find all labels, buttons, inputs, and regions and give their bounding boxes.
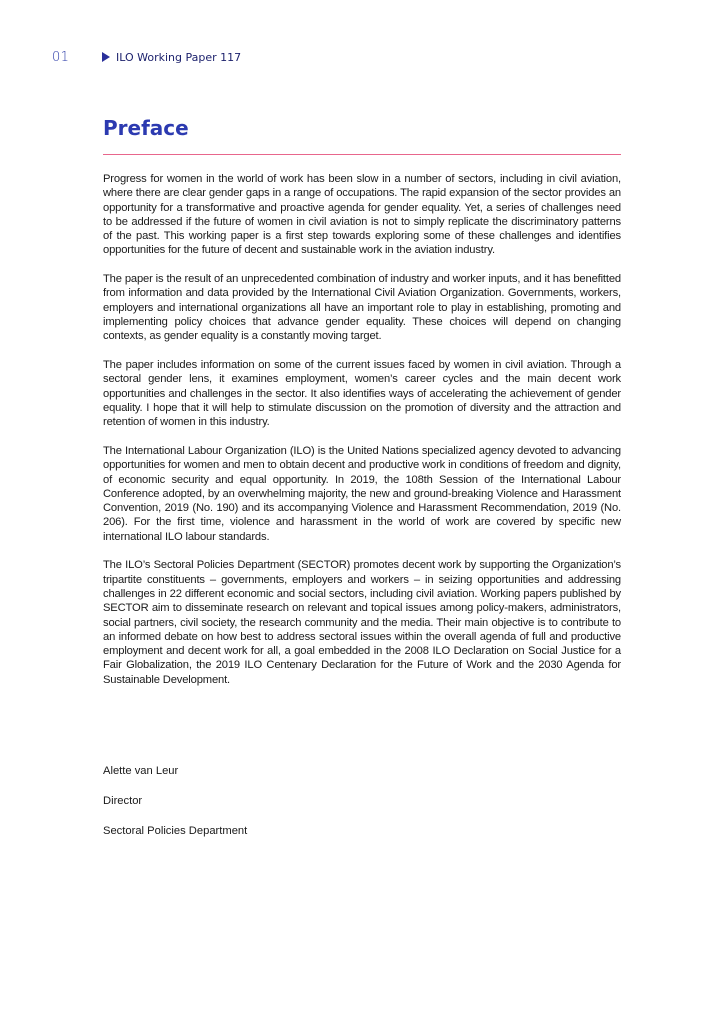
page-number: 01	[52, 49, 70, 65]
page-title: Preface	[103, 116, 189, 140]
signatory-department: Sectoral Policies Department	[103, 825, 248, 837]
paragraph: The International Labour Organization (ILO) is the United Nations specialized agency devoted to advancing opportunities for women and men to obtain decent and productive work in conditions of freedom and dignity, of economic security and equal opportunity. In 2019, the 108th Session of the International Labour Conference adopted, by an overwhelming majority, the new and ground-breaking Violence and Harassment Convention, 2019 (No. 190) and its accompanying Violence and Harassment Recommendation, 2019 (No. 206). For the first time, violence and harassment in the world of work are covered by specific new international ILO labour standards.	[103, 444, 621, 543]
triangle-arrow-icon	[102, 52, 110, 62]
signatory-role: Director	[103, 795, 143, 807]
running-header	[52, 49, 241, 65]
signatory-name: Alette van Leur	[103, 765, 179, 777]
paragraph: Progress for women in the world of work has been slow in a number of sectors, including in civil aviation, where there are clear gender gaps in a range of occupations. The rapid expansion of the sector provides an opportunity for a transformative and proactive agenda for gender equality. Yet, a series of challenges need to be addressed if the future of women in civil aviation is not to simply replicate the discriminatory patterns of the past. This working paper is a first step towards exploring some of these challenges and identifies opportunities for the future of decent and sustainable work in the aviation industry.	[103, 173, 621, 257]
paragraph: The paper includes information on some of the current issues faced by women in civil aviation. Through a sectoral gender lens, it examines employment, women’s career cycles and the main decent work opportunities and challenges in the sector. It also identifies ways of accelerating the achievement of gender equality. I hope that it will help to stimulate discussion on the promotion of diversity and the attraction and retention of women in this industry.	[103, 359, 621, 429]
paragraph: The ILO’s Sectoral Policies Department (SECTOR) promotes decent work by supporting the Organization’s tripartite constituents – governments, employers and workers – in seizing opportunities and addressing challenges in 22 different economic and social sectors, including civil aviation. Working papers published by SECTOR aim to disseminate research on relevant and topical issues among policy-makers, administrators, social partners, civil society, the research community and the media. Their main objective is to contribute to an informed debate on how best to address sectoral issues within the overall agenda of full and productive employment and decent work for all, a goal embedded in the 2008 ILO Declaration on Social Justice for a Fair Globalization, the 2019 ILO Centenary Declaration for the Future of Work and the 2030 Agenda for Sustainable Development.	[103, 559, 621, 686]
signature-block	[103, 764, 247, 854]
paper-title: ILO Working Paper 117	[116, 50, 242, 64]
preface-body	[103, 172, 621, 701]
title-divider	[103, 154, 621, 155]
paragraph: The paper is the result of an unprecedented combination of industry and worker inputs, and it has benefitted from information and data provided by the International Civil Aviation Organization. Governments, workers, employers and international organizations all have an important role to play in establishing, promoting and implementing policy choices that advance gender equality. These choices will depend on changing contexts, as gender equality is a constantly moving target.	[103, 273, 621, 343]
